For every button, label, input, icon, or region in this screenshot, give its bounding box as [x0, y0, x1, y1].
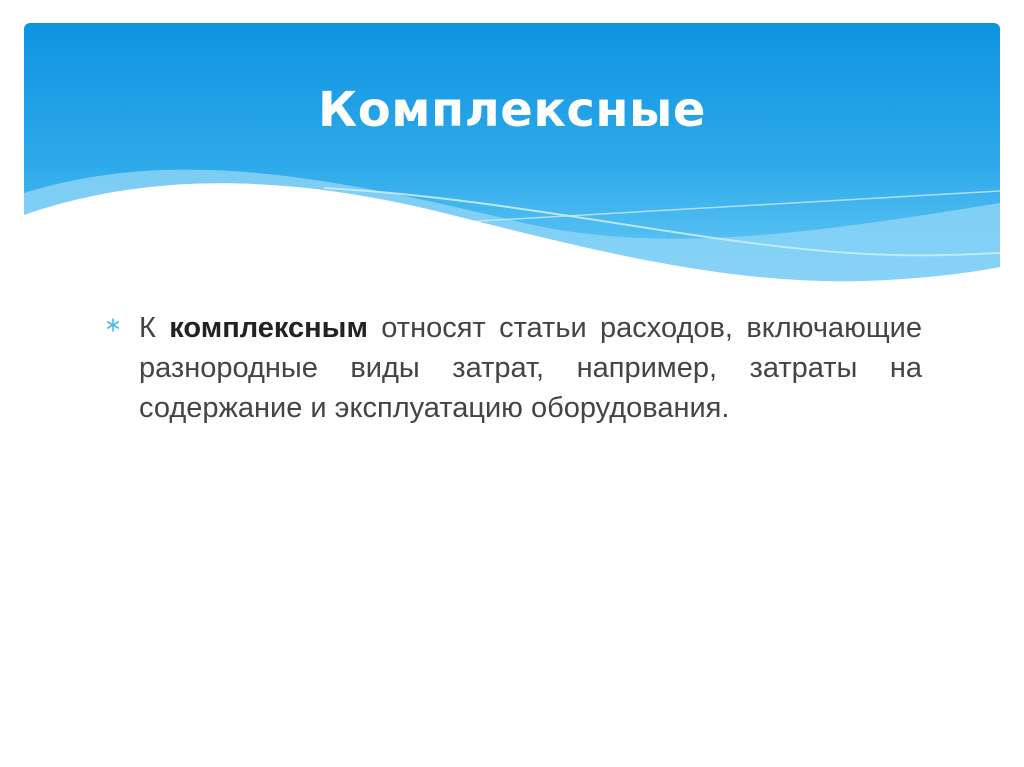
asterisk-icon [106, 318, 120, 332]
bullet-lead: К [139, 312, 170, 344]
header-wave-graphic [24, 23, 1000, 285]
header-banner [24, 23, 1000, 285]
bullet-emphasis: комплексным [169, 312, 368, 344]
bullet-rest: относят статьи расходов, включающие разнородные виды затрат, например, затраты на содержание и эксплуатацию оборудования. [139, 312, 923, 424]
bullet-text [139, 308, 922, 428]
slide-title: Комплексные [318, 82, 706, 138]
